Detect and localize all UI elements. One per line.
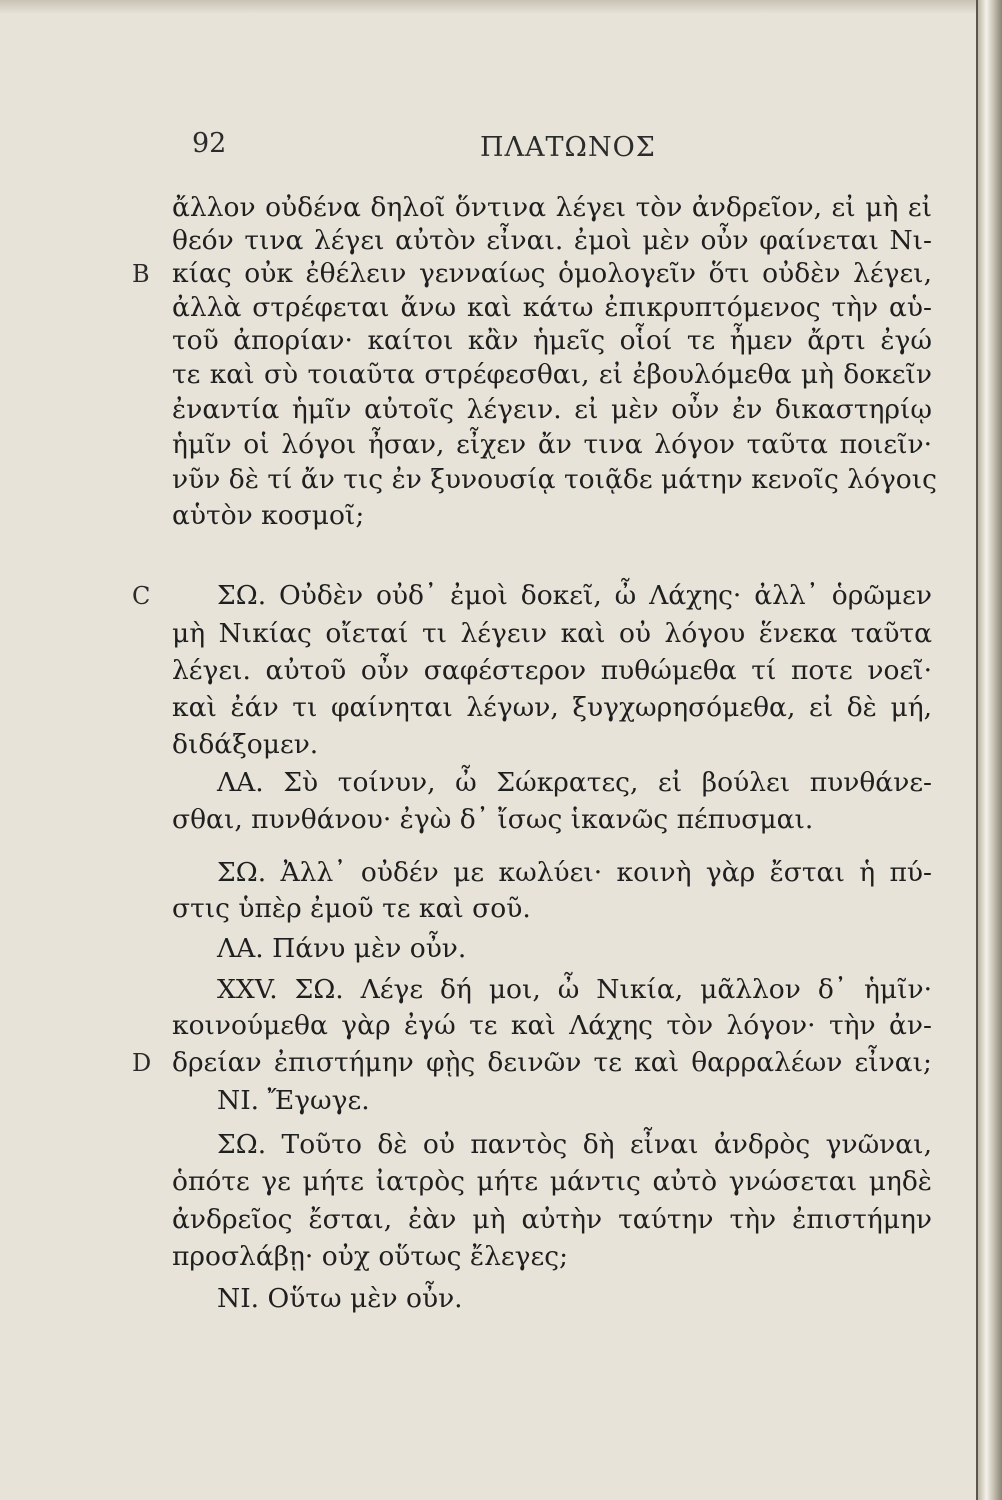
text-line: τε καὶ σὺ τοιαῦτα στρέφεσθαι, εἰ ἐβουλόμεθα μὴ δοκεῖν [172, 359, 932, 390]
text-line: ἀλλὰ στρέφεται ἄνω καὶ κάτω ἐπικρυπτόμενος τὴν αὑ- [172, 292, 932, 323]
text-line: διδάξομεν. [172, 729, 319, 760]
text-line: αὑτὸν κοσμοῖ; [172, 500, 365, 531]
speaker-line: ΝΙ. Ἔγωγε. [217, 1085, 370, 1116]
book-spine [978, 0, 1002, 1500]
margin-marker-b: B [132, 260, 150, 288]
text-line: προσλάβῃ· οὐχ οὕτως ἔλεγες; [172, 1241, 568, 1272]
speaker-line: ΣΩ. Ἀλλ᾽ οὐδέν με κωλύει· κοινὴ γὰρ ἔσται ἡ πύ- [217, 857, 932, 888]
text-line: ἐναντία ἡμῖν αὐτοῖς λέγειν. εἰ μὲν οὖν ἐν δικαστηρίῳ [172, 394, 932, 425]
text-line: ἄλλον οὐδένα δηλοῖ ὅντινα λέγει τὸν ἀνδρεῖον, εἰ μὴ εἰ [172, 192, 932, 223]
running-head: ΠΛΑΤΩΝΟΣ [480, 132, 656, 163]
speaker-line: ΛΑ. Σὺ τοίνυν, ὦ Σώκρατες, εἰ βούλει πυνθάνε- [217, 767, 932, 798]
speaker-line: ΣΩ. Οὐδὲν οὐδ᾽ ἐμοὶ δοκεῖ, ὦ Λάχης· ἀλλ᾽ ὁρῶμεν [217, 580, 932, 611]
text-line: ἀνδρεῖος ἔσται, ἐὰν μὴ αὐτὴν ταύτην τὴν ἐπιστήμην [172, 1204, 932, 1235]
text-line: μὴ Νικίας οἴεταί τι λέγειν καὶ οὐ λόγου ἕνεκα ταῦτα [172, 618, 932, 649]
text-line: κίας οὐκ ἐθέλειν γενναίως ὁμολογεῖν ὅτι οὐδὲν λέγει, [172, 258, 932, 289]
margin-marker-c: C [132, 582, 151, 610]
text-line: θεόν τινα λέγει αὐτὸν εἶναι. ἐμοὶ μὲν οὖν φαίνεται Νι- [172, 225, 932, 256]
text-line: καὶ ἐάν τι φαίνηται λέγων, ξυγχωρησόμεθα, εἰ δὲ μή, [172, 692, 932, 723]
text-line: νῦν δὲ τί ἄν τις ἐν ξυνουσίᾳ τοιᾷδε μάτην κενοῖς λόγοις [172, 464, 937, 495]
text-line: σθαι, πυνθάνου· ἐγὼ δ᾽ ἴσως ἱκανῶς πέπυσμαι. [172, 804, 814, 835]
text-line: ὁπότε γε μήτε ἰατρὸς μήτε μάντις αὐτὸ γνώσεται μηδὲ [172, 1166, 932, 1197]
text-line: τοῦ ἀπορίαν· καίτοι κἂν ἡμεῖς οἷοί τε ἦμεν ἄρτι ἐγώ [172, 325, 932, 356]
text-line: λέγει. αὐτοῦ οὖν σαφέστερον πυθώμεθα τί ποτε νοεῖ· [172, 655, 932, 686]
speaker-line: XXV. ΣΩ. Λέγε δή μοι, ὦ Νικία, μᾶλλον δ᾽ ἡμῖν· [217, 974, 932, 1005]
text-line: δρείαν ἐπιστήμην φῂς δεινῶν τε καὶ θαρραλέων εἶναι; [172, 1047, 932, 1078]
text-line: κοινούμεθα γὰρ ἐγώ τε καὶ Λάχης τὸν λόγον· τὴν ἀν- [172, 1010, 932, 1041]
margin-marker-d: D [132, 1049, 152, 1077]
speaker-line: ΛΑ. Πάνυ μὲν οὖν. [217, 933, 467, 964]
text-line: στις ὑπὲρ ἐμοῦ τε καὶ σοῦ. [172, 893, 531, 924]
page-number: 92 [192, 128, 227, 159]
speaker-line: ΣΩ. Τοῦτο δὲ οὐ παντὸς δὴ εἶναι ἀνδρὸς γνῶναι, [217, 1129, 932, 1160]
page-top-shadow [0, 0, 980, 14]
speaker-line: ΝΙ. Οὕτω μὲν οὖν. [217, 1283, 463, 1314]
text-line: ἡμῖν οἱ λόγοι ἦσαν, εἶχεν ἄν τινα λόγον ταῦτα ποιεῖν· [172, 429, 932, 460]
